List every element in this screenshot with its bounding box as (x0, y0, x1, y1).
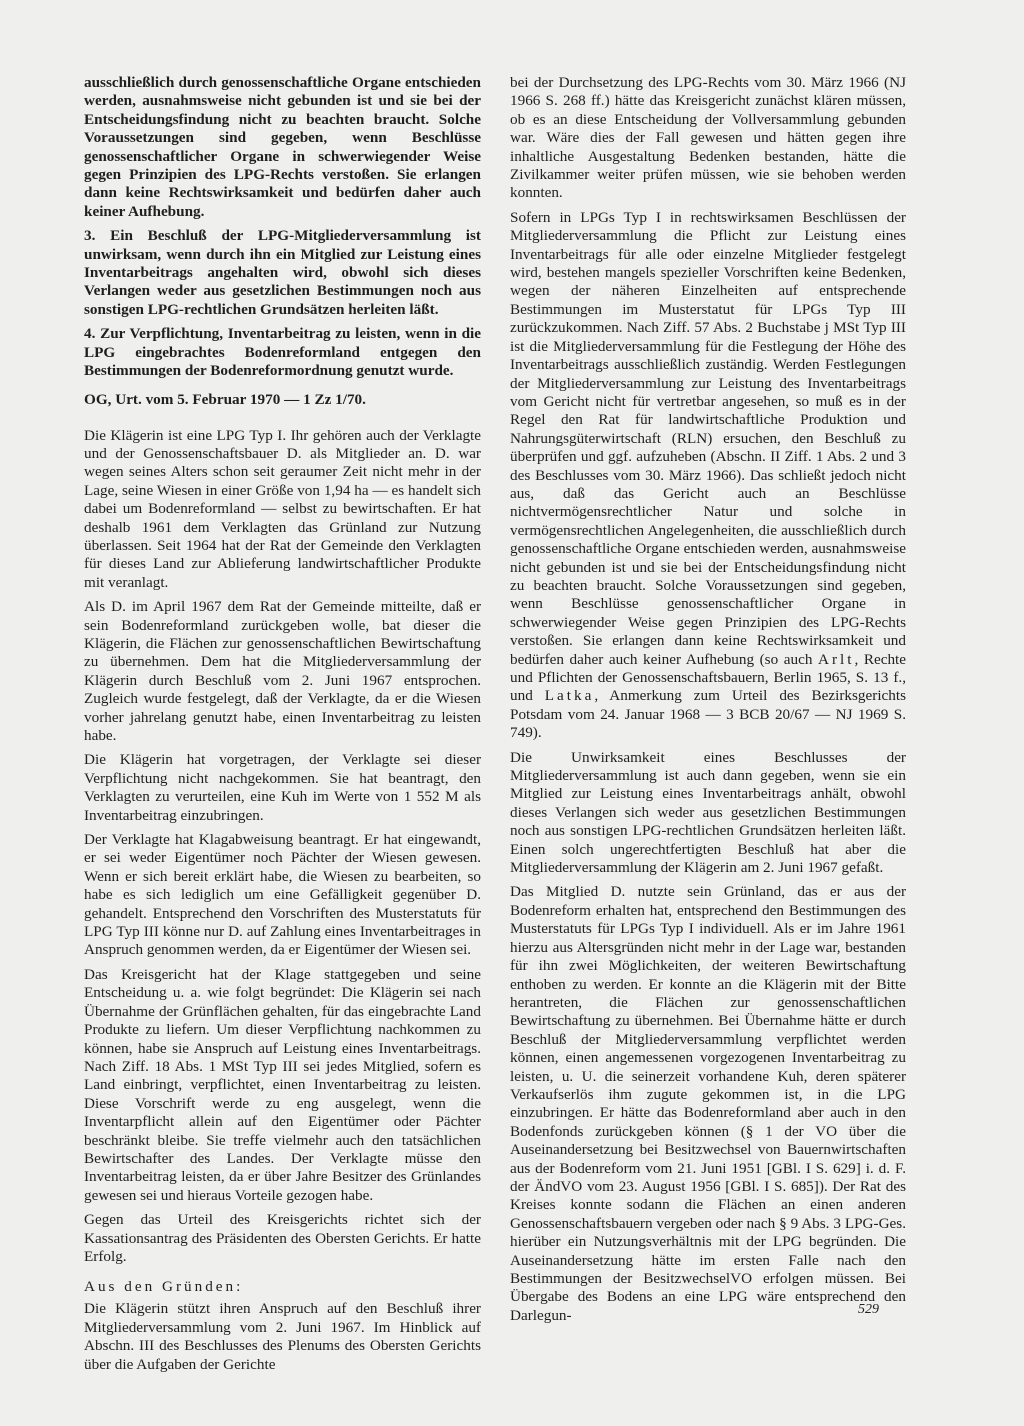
left-column (84, 74, 481, 1380)
headnote-continuation: ausschließlich durch genossenschaftliche Organe entschieden werden, ausnahmsweise nicht gebunden ist und sie bei der Entscheidungsfindung nicht zu beachten braucht. Solche Voraussetzungen sind gegeben, wenn Beschlüsse genossenschaftlicher Organe in schwerwiegender Weise gegen Prinzipien des LPG-Rechts verstoßen. Sie erlangen dann keine Rechtswirksamkeit und bedürfen daher auch keiner Aufhebung. (84, 74, 481, 220)
body-paragraph: Die Klägerin stützt ihren Anspruch auf den Beschluß ihrer Mitgliederversammlung vom 2. Juni 1967. Im Hinblick auf Abschn. III des Beschlusses des Plenums des Obersten Gerichts über die Aufgaben der Gerichte (84, 1300, 481, 1373)
headnote-4: 4. Zur Verpflichtung, Inventarbeitrag zu leisten, wenn in die LPG eingebrachtes Bodenreformland entgegen den Bestimmungen der Bodenreformordnung genutzt wurde. (84, 325, 481, 380)
section-heading: Aus den Gründen: (84, 1278, 244, 1296)
case-citation: OG, Urt. vom 5. Februar 1970 — 1 Zz 1/70. (84, 390, 366, 408)
right-column (510, 74, 906, 1331)
headnote-3: 3. Ein Beschluß der LPG-Mitgliederversammlung ist unwirksam, wenn durch ihn ein Mitglied zur Leistung eines Inventarbeitrags angehalten wird, obwohl sich dieses Verlangen weder aus gesetzlichen Bestimmungen noch aus sonstigen LPG-rechtlichen Grundsätzen herleiten läßt. (84, 227, 481, 318)
author-name: Arlt (818, 650, 855, 668)
body-paragraph: Als D. im April 1967 dem Rat der Gemeinde mitteilte, daß er sein Bodenreformland zurückgeben wolle, bat dieser die Klägerin, die Flächen zur genossenschaftlichen Bewirtschaftung zu übernehmen. Dem hat die Mitgliederversammlung der Klägerin durch Beschluß vom 2. Juni 1967 entsprochen. Zugleich wurde festgelegt, daß der Verklagte, da er die Wiesen vorher jahrelang genutzt habe, einen Inventarbeitrag zu leisten habe. (84, 598, 481, 744)
body-paragraph: Der Verklagte hat Klagabweisung beantragt. Er hat eingewandt, er sei weder Eigentümer noch Pächter der Wiesen gewesen. Wenn er sich bereit erklärt habe, die Wiesen zu bearbeiten, so habe es sich lediglich um eine Gefälligkeit gegenüber D. gehandelt. Entsprechend den Vorschriften des Musterstatuts für LPG Typ III könne nur D. auf Zahlung eines Inventarbeitrages in Anspruch genommen werden, da er Eigentümer der Wiesen sei. (84, 831, 481, 959)
body-paragraph: Das Mitglied D. nutzte sein Grünland, das er aus der Bodenreform erhalten hat, entsprechend den Bestimmungen des Musterstatuts für LPGs Typ I individuell. Als er im Jahre 1961 hierzu aus Altersgründen nicht mehr in der Lage war, bestanden für ihn zwei Möglichkeiten, der weiteren Bewirtschaftung enthoben zu werden. Er konnte an die Klägerin mit der Bitte herantreten, die Flächen zur genossenschaftlichen Bewirtschaftung zu übernehmen. Bei Übernahme hätte er durch Beschluß der Mitgliederversammlung verpflichtet werden können, einen angemessenen vorgezogenen Inventarbeitrag zu leisten, u. U. die seinerzeit vorhandene Kuh, deren späterer Verkaufserlös ihm zugute gekommen ist, in die LPG einzubringen. Er hätte das Bodenreformland aber auch in den Bodenfonds zurückgeben können (§ 1 der VO über die Auseinandersetzung bei Besitzwechsel von Bauernwirtschaften aus der Bodenreform vom 21. Juni 1951 [GBl. I S. 629] i. d. F. der ÄndVO vom 23. August 1956 [GBl. I S. 685]). Der Rat des Kreises konnte sodann die Flächen an einen anderen Genossenschaftsbauern vergeben oder nach § 9 Abs. 3 LPG-Ges. hierüber ein Nutzungsverhältnis mit der LPG begründen. Die Auseinandersetzung hätte im ersten Falle nach den Bestimmungen der BesitzwechselVO erfolgen müssen. Bei Übergabe des Bodens an eine LPG wäre entsprechend den Darlegun- (510, 883, 906, 1324)
body-paragraph: Gegen das Urteil des Kreisgerichts richtet sich der Kassationsantrag des Präsidenten des Obersten Gerichts. Er hatte Erfolg. (84, 1211, 481, 1265)
page-number: 529 (858, 1302, 879, 1317)
body-paragraph: Die Unwirksamkeit eines Beschlusses der Mitgliederversammlung ist auch dann gegeben, wenn sie ein Mitglied zur Leistung eines Inventarbeitrags anhält, obwohl dieses Verlangen sich weder aus gesetzlichen Bestimmungen noch aus sonstigen LPG-rechtlichen Grundsätzen herleiten läßt. Einen solch ungerechtfertigten Beschluß hat aber die Mitgliederversammlung der Klägerin am 2. Juni 1967 gefaßt. (510, 748, 906, 877)
author-name: Latka (544, 687, 595, 705)
text-run: , Rechte und Pflichten der Genossenschaftsbauern, Berlin 1965, S. 13 f., und (510, 650, 907, 705)
body-paragraph: Das Kreisgericht hat der Klage stattgegeben und seine Entscheidung u. a. wie folgt begründet: Die Klägerin sei nach Übernahme der Grünflächen gehalten, für das eingebrachte Land Produkte zu liefern. Um dieser Verpflichtung nachkommen zu können, habe sie Anspruch auf Leistung eines Inventarbeitrags. Nach Ziff. 18 Abs. 1 MSt Typ III sei jedes Mitglied, sofern es Land einbringt, verpflichtet, einen Inventarbeitrag zu leisten. Diese Vorschrift werde zu eng ausgelegt, wenn die Inventarpflicht allein auf den Eigentümer oder Pächter beschränkt bleibe. Sie treffe vielmehr auch den tatsächlichen Bewirtschafter des Landes. Der Verklagte müsse den Inventarbeitrag leisten, da er über Jahre Besitzer des Grünlandes gewesen sei und hieraus Vorteile gezogen habe. (84, 965, 481, 1204)
body-paragraph: Die Klägerin ist eine LPG Typ I. Ihr gehören auch der Verklagte und der Genossenschaftsbauer D. als Mitglieder an. D. war wegen seines Alters schon seit geraumer Zeit nicht mehr in der Lage, seine Wiesen in einer Größe von 1,94 ha — es handelt sich dabei um Bodenreformland — selbst zu bewirtschaften. Er hat deshalb 1961 dem Verklagten das Grünland zur Nutzung überlassen. Seit 1964 hat der Rat der Gemeinde den Verklagten für dieses Land zur Ablieferung landwirtschaftlicher Produkte mit veranlagt. (84, 426, 481, 591)
text-run: Sofern in LPGs Typ I in rechtswirksamen Beschlüssen der Mitgliederversammlung die Pflicht zur Leistung eines Inventarbeitrags für alle oder einzelne Mitglieder festgelegt wird, bestehen mangels spezieller Vorschriften keine Bedenken, wegen der näheren Einzelheiten auf entsprechende Bestimmungen im Musterstatut für LPGs Typ III zurückzukommen. Nach Ziff. 57 Abs. 2 Buchstabe j MSt Typ III ist die Mitgliederversammlung für die Festlegung der Höhe des Inventarbeitrags ausschließlich zuständig. Werden Festlegungen der Mitgliederversammlung zur Leistung des Inventarbeitrags vom Gericht nicht für vertretbar angesehen, so muß es in der Regel den Rat für landwirtschaftliche Produktion und Nahrungsgüterwirtschaft (RLN) ersuchen, den Beschluß zu überprüfen und ggf. aufzuheben (Abschn. II Ziff. 1 Abs. 2 und 3 des Beschlusses vom 30. März 1966). Das schließt jedoch nicht aus, daß das Gericht auch an Beschlüsse nichtvermögensrechtlicher Natur und solche in vermögensrechtlichen Angelegenheiten, die ausschließlich durch genossenschaftliche Organe entschieden werden, ausnahmsweise nicht gebunden ist und sie bei der Entscheidungsfindung nicht zu beachten braucht. Solche Voraussetzungen sind gegeben, wenn Beschlüsse genossenschaftlicher Organe in schwerwiegender Weise gegen Prinzipien des LPG-Rechts verstoßen. Sie erlangen dann keine Rechtswirksamkeit und bedürfen daher auch keiner Aufhebung (so auch (510, 208, 906, 668)
body-paragraph (510, 209, 906, 743)
body-paragraph: bei der Durchsetzung des LPG-Rechts vom 30. März 1966 (NJ 1966 S. 268 ff.) hätte das Kreisgericht zunächst klären müssen, ob es an diese Entscheidung der Vollversammlung gebunden war. Wäre dies der Fall gewesen und hätten gegen ihre inhaltliche Ausgestaltung Bedenken bestanden, hätte die Zivilkammer weiter prüfen müssen, wie sie behoben werden konnten. (510, 74, 906, 202)
body-paragraph: Die Klägerin hat vorgetragen, der Verklagte sei dieser Verpflichtung nicht nachgekommen. Sie hat beantragt, den Verklagten zu verurteilen, eine Kuh im Werte von 1 552 M als Inventarbeitrag einzubringen. (84, 751, 481, 824)
text-run: , Anmerkung zum Urteil des Bezirksgerichts Potsdam vom 24. Januar 1968 — 3 BCB 20/67 — NJ 1969 S. 749). (510, 687, 907, 742)
